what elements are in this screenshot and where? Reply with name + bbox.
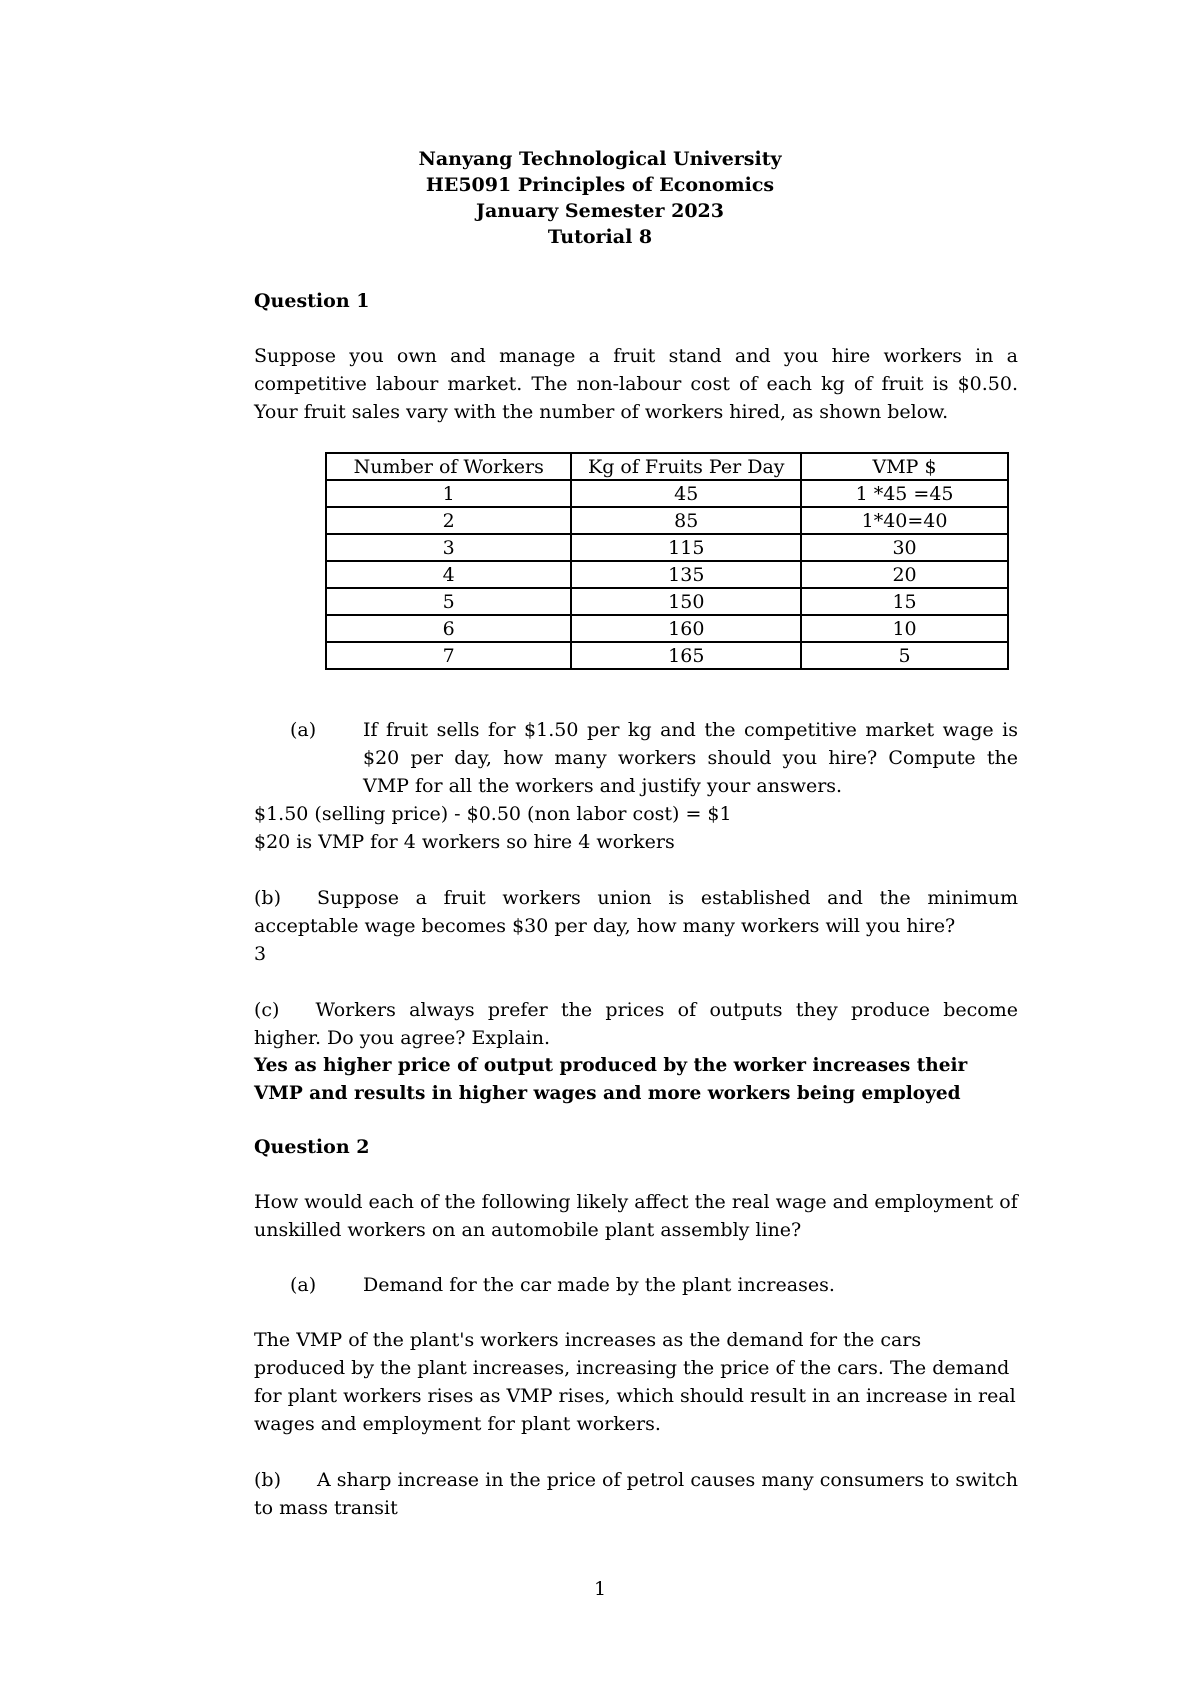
table-cell: 85 — [571, 507, 801, 534]
question-1c-text: Workers always prefer the prices of outputs they produce become higher. Do you agree? Explain. — [254, 999, 1018, 1049]
workers-vmp-table — [325, 452, 1009, 670]
table-row — [326, 507, 1008, 534]
table-cell: 165 — [571, 642, 801, 669]
question-2b-text: A sharp increase in the price of petrol causes many consumers to switch to mass transit — [254, 1469, 1018, 1519]
table-cell: 5 — [326, 588, 571, 615]
question-1-intro: Suppose you own and manage a fruit stand and you hire workers in a competitive labour market. The non-labour cost of each kg of fruit is $0.50. Your fruit sales vary with the number of workers hired, as shown below. — [254, 345, 1018, 423]
table-cell: 115 — [571, 534, 801, 561]
table-cell: 2 — [326, 507, 571, 534]
table-cell: 15 — [801, 588, 1008, 615]
question-1a-text: If fruit sells for $1.50 per kg and the competitive market wage is $20 per day, how many workers should you hire? Compute the VMP for all the workers and justify your answers. — [363, 719, 1018, 797]
question-1c — [254, 996, 1018, 1052]
table-cell: 150 — [571, 588, 801, 615]
table-cell: 4 — [326, 561, 571, 588]
table-cell: 10 — [801, 615, 1008, 642]
page-number: 1 — [593, 1578, 607, 1600]
table-cell: 3 — [326, 534, 571, 561]
column-header: Kg of Fruits Per Day — [571, 453, 801, 480]
question-1b-text: Suppose a fruit workers union is established and the minimum acceptable wage becomes $30 per day, how many workers will you hire? — [254, 887, 1018, 937]
table-cell: 7 — [326, 642, 571, 669]
table-row — [326, 480, 1008, 507]
answer-1a-line-2: $20 is VMP for 4 workers so hire 4 workers — [254, 831, 675, 853]
table-row — [326, 588, 1008, 615]
question-2a-text: Demand for the car made by the plant increases. — [363, 1274, 835, 1296]
part-label: (c) — [254, 999, 280, 1021]
part-label: (b) — [254, 1469, 281, 1491]
question-1-title: Question 1 — [254, 290, 370, 312]
question-1b — [254, 884, 1018, 940]
column-header: VMP $ — [801, 453, 1008, 480]
table-cell: 6 — [326, 615, 571, 642]
column-header: Number of Workers — [326, 453, 571, 480]
part-label: (b) — [254, 887, 281, 909]
table-cell: 1*40=40 — [801, 507, 1008, 534]
table-row — [326, 534, 1008, 561]
table-cell: 1 — [326, 480, 571, 507]
table-cell: 45 — [571, 480, 801, 507]
table-cell: 30 — [801, 534, 1008, 561]
question-2-title: Question 2 — [254, 1136, 370, 1158]
table-cell: 160 — [571, 615, 801, 642]
question-1a — [290, 716, 1018, 800]
question-2a — [290, 1271, 1018, 1299]
table-row — [326, 561, 1008, 588]
course-title: HE5091 Principles of Economics — [425, 174, 775, 196]
answer-2a: The VMP of the plant's workers increases as the demand for the cars produced by the plant increases, increasing the price of the cars. The demand for plant workers rises as VMP rises, which should result in an increase in real wages and employment for plant workers. — [254, 1329, 1016, 1435]
table-cell: 1 *45 =45 — [801, 480, 1008, 507]
part-label: (a) — [290, 719, 317, 741]
table-header-row — [326, 453, 1008, 480]
question-2b — [254, 1466, 1018, 1522]
table-row — [326, 642, 1008, 669]
part-label: (a) — [290, 1274, 317, 1296]
table-row — [326, 615, 1008, 642]
semester-label: January Semester 2023 — [476, 200, 724, 222]
university-name: Nanyang Technological University — [418, 148, 782, 170]
table-cell: 20 — [801, 561, 1008, 588]
answer-1c: Yes as higher price of output produced by the worker increases their VMP and results in higher wages and more workers being employed — [254, 1055, 968, 1104]
table-cell: 135 — [571, 561, 801, 588]
tutorial-label: Tutorial 8 — [547, 226, 653, 248]
table-cell: 5 — [801, 642, 1008, 669]
question-2-intro: How would each of the following likely affect the real wage and employment of unskilled workers on an automobile plant assembly line? — [254, 1191, 1018, 1241]
answer-1b: 3 — [254, 943, 267, 965]
document-header — [0, 146, 1200, 250]
answer-1a-line-1: $1.50 (selling price) - $0.50 (non labor cost) = $1 — [254, 803, 732, 825]
